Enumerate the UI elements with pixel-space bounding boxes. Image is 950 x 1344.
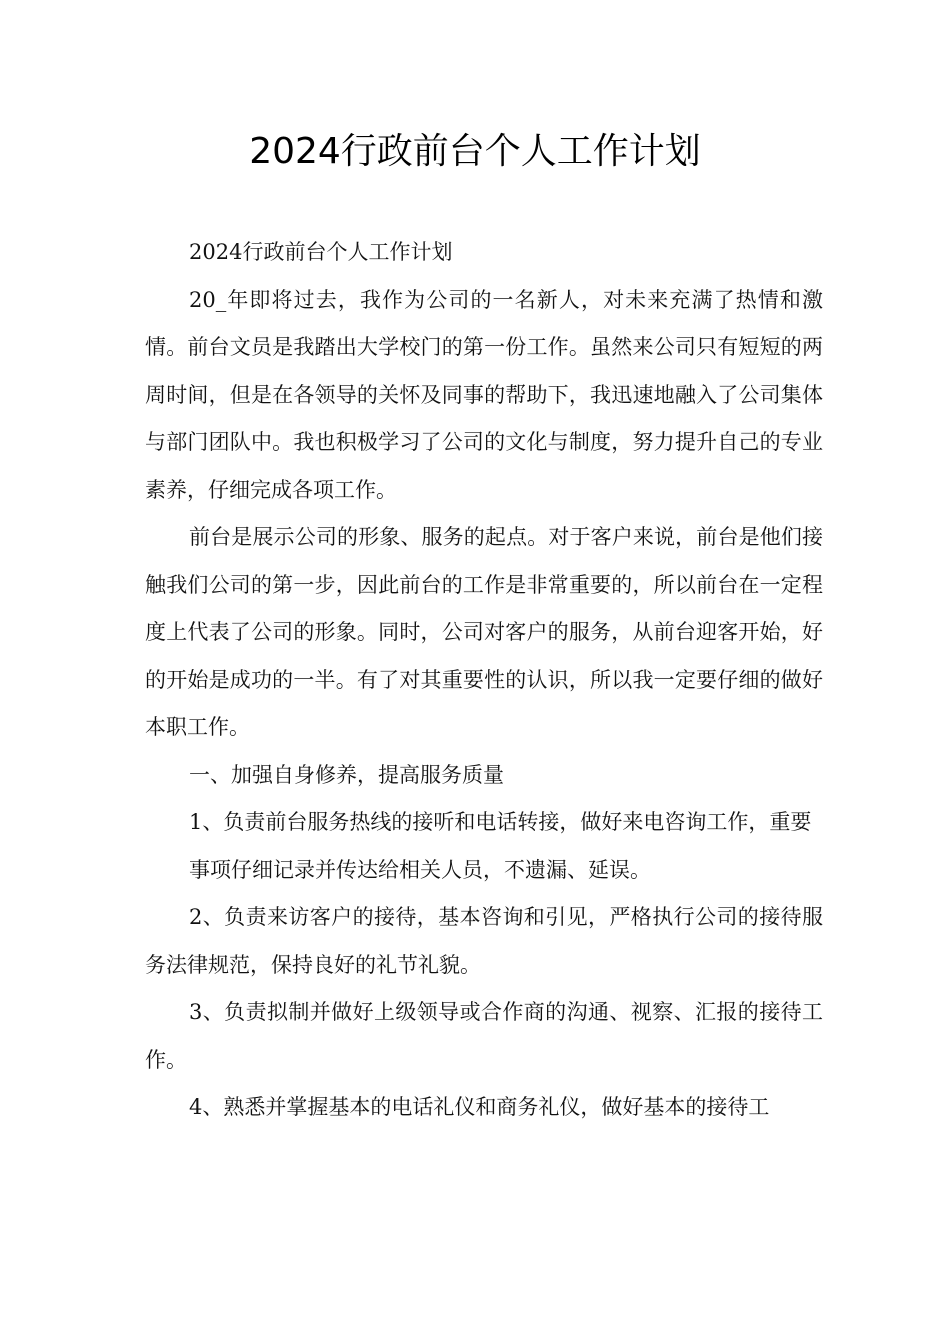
paragraph-subtitle: 2024行政前台个人工作计划 — [189, 240, 453, 264]
document-title: 2024行政前台个人工作计划 — [249, 131, 701, 172]
list-item-4: 4、熟悉并掌握基本的电话礼仪和商务礼仪，做好基本的接待工 — [189, 1095, 770, 1119]
list-item-2: 2、负责来访客户的接待，基本咨询和引见，严格执行公司的接待服务法律规范，保持良好的礼节礼貌。 — [145, 905, 823, 977]
list-item-3: 3、负责拟制并做好上级领导或合作商的沟通、视察、汇报的接待工作。 — [145, 1000, 823, 1072]
list-item-1: 1、负责前台服务热线的接听和电话转接，做好来电咨询工作，重要 — [189, 810, 812, 834]
document-body — [145, 229, 823, 1132]
paragraph-intro: 20_年即将过去，我作为公司的一名新人，对未来充满了热情和激情。前台文员是我踏出大学校门的第一份工作。虽然来公司只有短短的两周时间，但是在各领导的关怀及同事的帮助下，我迅速地融入了公司集体与部门团队中。我也积极学习了公司的文化与制度，努力提升自己的专业素养，仔细完成各项工作。 — [145, 287, 823, 502]
section-heading-1: 一、加强自身修养，提高服务质量 — [189, 762, 504, 787]
paragraph-front-desk-importance: 前台是展示公司的形象、服务的起点。对于客户来说，前台是他们接触我们公司的第一步，因此前台的工作是非常重要的，所以前台在一定程度上代表了公司的形象。同时，公司对客户的服务，从前台迎客开始，好的开始是成功的一半。有了对其重要性的认识，所以我一定要仔细的做好本职工作。 — [145, 525, 823, 739]
list-item-1-continued: 事项仔细记录并传达给相关人员，不遗漏、延误。 — [189, 857, 651, 882]
